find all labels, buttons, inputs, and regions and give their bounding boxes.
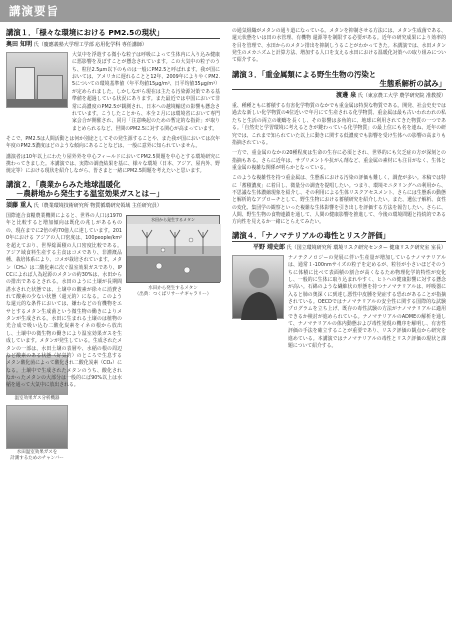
lecture-2-title bbox=[6, 180, 220, 201]
lecture-3-paragraph: 一方で、重金属のなかの20種程度は生命の生存に必須とされ、世界的にも欠乏症の方が深刻との指摘もある。さらに近年は、サプリメントや抗がん剤など、重金属の素材にも注目がなく、生体と重金属の複雑な関係が明らかとなっている。 bbox=[232, 150, 446, 171]
lecture-2-paragraph: 国際連合食糧農業機関によると、世界の人口は1970年と比較すると増加傾向は既化の兆しがあるものの、現在までに2倍の約70億人に達しています。2010年における アジアの人口密度は、100people/km²を超えており、世界総面積の人口密度比較である。アジア域食料生産する主食はコメであり、非灌漑品種、栽培体系により、コメが栽培されています。メタン（CH₄）は二酸化素に次ぐ温室効果ガスであり、IPCCによれば人為起源のメタンの約30%は、水田からの排出であるとされる。水田のように土壌が長期間湛水された状態では、土壌中の酸素が徐々に消費されて酸素の少ない状態（還元的）になる。このような還元的な条件においては、嫌わなどの有機物をエサとするメタン生成菌という微生物の働きによりメタンが生成される。水田に生まれる土壌のは植物の光合成で吸い込む二酸化炭素をイネの根から放出し、土壌中の微生物の働きにより温室効果ガスを生成しています。メタンが発生している。生成されたメタンの一部は、水田土壌の表層や、水稲の根の周辺など酸素のある状態（好気的）のところで生息するメタン酸化菌によって酸化され二酸化炭素（CO₂）になる。土壌中で生成されたメタンのうち、酸化されなかったメタンの大部分は一般的にば90%以上は水稲を通って大気中に放出される。 bbox=[6, 213, 122, 389]
lecture-4 bbox=[232, 231, 446, 354]
lecture-3-title bbox=[232, 70, 446, 91]
lecture-2-paragraph-flow bbox=[72, 355, 220, 475]
section-title: 講演要旨 bbox=[9, 4, 59, 18]
lecture-1-speaker bbox=[6, 41, 220, 49]
lecture-1-speaker-affiliation: 氏（慶應義塾大学理工学部 応用化学科 専任講師） bbox=[33, 42, 147, 49]
lecture-2-speaker-affiliation: 氏（農業環境技術研究所 物質循環研究領域 主任研究員） bbox=[33, 203, 162, 210]
lecture-3-speaker bbox=[232, 92, 446, 100]
lecture-4-speaker bbox=[232, 244, 446, 252]
lecture-1-speaker-name: 奥田 知明 bbox=[6, 41, 33, 49]
lecture-2-speaker bbox=[6, 202, 220, 210]
lecture-4-speaker-name: 平野 靖史郎 bbox=[252, 244, 286, 252]
lecture-3-paragraph: 重、種種ともに蓄積する有害化学物質のなかでも重金属は特異な物質である。開発、社会史史では過去な新しい化学物質の4位近いで年月にて生産される化学物質、重金属は最も古いわれわれの私たちと生活の両立の範疇を長くし、その影響は多角的に、地球に利用されてきた物質の一つである。「自然史と学習環境に考えるときが鍵わっている化学物質」の最上位にも名を連ね、近年の研究では、これまで知られていた以上に動きに関する低濃度でも影響を受け生体への影響の高まりも指摘されている。 bbox=[232, 103, 446, 146]
lecture-1-paragraph: そこで、PM2.5は人間活動とは何か別途としてその発生源することや、また我が国においては次年年度のPM2.5濃度はどのような傾向にあることなどは、一般に意外に知られていません。 bbox=[6, 136, 220, 150]
lecture-1 bbox=[6, 28, 220, 176]
chamber-caption: 水田温室効果ガスを 計測するためのチャンバー bbox=[10, 450, 64, 462]
chamber-photo bbox=[6, 405, 68, 449]
lecture-3-paragraph: このような複雑性を持つ重金属は、生態系における汚染の評価も難しく、調査が多い。本稿では特に「蓄積濃度」に着目し、微量分の調査を提唱したい。つまり、環境モニタリングへの利用から、不思議な生体濃縮現象を紹介し、その利用による生体リスクアセスメント、さらには生態系の動態と解析的なアプローチとして、野生生物における蓄積研究を紹介したい。また、遺伝子解析、食性の変化、集団学の観察といった複雑な生体影響を引き出しを評価する方法を報告したい。さらに、人間、野生生物の食物連鎖を通して、人間の健康影響を推進して、今後の環境問題と持続的である方向性を見えるか一緒にとらえてみたい。 bbox=[232, 175, 446, 226]
methane-figure-header: 水田から発生するメタン bbox=[127, 216, 219, 224]
lecture-3-title-sub: 生態系解析の試み」 bbox=[379, 79, 446, 89]
lecture-1-title: 講演１．「様々な環境における PM2.5の現状」 bbox=[6, 28, 220, 39]
lecture-4-paragraph: ナノテクノロジーの発展に伴い生産量が増加しているナノマテリアルは、通常１-100nmサイズの粒子を定めるが、粒径が小さいほどそのうちに体積に比べて表面積の割合が高くなるため物理化学的特性が変化し、一般的に生体に取り込まれやすく、ヒトへの健康影響に対する懸念が高い。石綿のような繊維状の形態を持つナノマテリアルは、呼吸器に入ると肺の奥深くに到達し悪性中皮腫を発症する恐れがあることが指摘されている。OECDではナノマテリアルの安全性に関する国際的な試験プログラムを立ち上げ、既存の毒性試験の方法がナノマテリアルに適用できるか検討が進められている。ナノマテリアルのADMEの解析を通して、ナノマテリアルの体内動態および毒性発現の機序を解明し、有害性評価の手法を確立することが重要であり、リスク評価の観点から研究を進めている。本講演ではナノマテリアルの毒性とリスク評価の現状と課題について紹介する。 bbox=[288, 254, 446, 350]
lecture-1-body bbox=[6, 52, 220, 136]
lecture-1-paragraph: 大気中を浮遊する微小な粒子は呼吸によって生体内に入り込み健康に悪影響を及ぼすことが懸念されています。この大気中の粒子のうち、粒径2.5μm以下のものは一般にPM2.5と呼ばれます。我が国においては、アメリカに遅れることと12年、2009年によりやくPM2.5についての環境基準値（年平均値15μg/m³、日平均値35μg/m³）が定められました。しかしながら現在は主たる汚染源対策である基準値を超過している状況にあります。また最近では中国において非常に高濃度のPM2.5が観測され、日本への越境輸送の影響も懸念されています。こうしたことから、本全２月には環境省において専門家会合が開催され、同月「注意喚起のための暫定的な指針」が取りまとめられるなど、世間のPM2.5に対する関心が高まっています。 bbox=[72, 52, 220, 132]
lecture-2-continued-paragraph: の通気組織がメタンの通り道になっている。メタンを抑制させる方法には、メタン生成菌である、還元状態をいは田の水管理、有機物 還源等を制限する必要がある。近年の研究成果により効率的を目を管理で、水田からのメタン排出を抑制しうることがわかってきた。本講演では、水田メタン発生のメカニズムと計算方法、増加する人口を支える水田における温暖化対策への取り組みについて紹介する。 bbox=[232, 28, 446, 64]
lecture-2-title-sub: －農耕地から発生する温室効果ガスとは－」 bbox=[16, 189, 164, 199]
lecture-3-title-main: 講演３．「重金属類による野生生物の汚染と bbox=[232, 69, 377, 79]
methane-diagram bbox=[127, 224, 221, 282]
lecture-4-speaker-affiliation: 氏（国立環境研究所 環境リスク研究センター 健康リスク研究室 室長） bbox=[286, 245, 446, 252]
portrait-silhouette-icon bbox=[233, 256, 285, 320]
lecture-3 bbox=[232, 70, 446, 227]
methane-figure bbox=[126, 215, 220, 283]
gas-analyzer-caption: 温室効果ガス分析機器 bbox=[14, 396, 60, 402]
lecture-2-speaker-name: 須藤 重人 bbox=[6, 202, 33, 210]
lecture-3-speaker-name: 渡邊 泉 bbox=[336, 92, 357, 100]
left-column bbox=[6, 28, 220, 634]
researcher-photo bbox=[232, 255, 284, 319]
building-photo bbox=[6, 52, 68, 108]
lecture-3-speaker-affiliation: 氏（東京農工大学 農学研究院 准教授） bbox=[357, 93, 446, 100]
header-bar bbox=[0, 0, 452, 22]
methane-figure-caption: 水田から発生するメタン （出典：つくばリサーチギャラリー） bbox=[134, 286, 212, 298]
lecture-2-body bbox=[6, 213, 220, 478]
lecture-2 bbox=[6, 180, 220, 478]
lecture-1-paragraph: 講演者は10年以上にわたり屋外外を中心フィールドにおいてPM2.5問題を中心とする環境研究に携わってきました。本講演では、実際の調査結果を基に、様々な環境（日本、アジア、屋内外、野焼定等）における現状を紹介しながら、皆さまと一緒にPM2.5問題を考えたいと思います。 bbox=[6, 153, 220, 175]
lecture-4-title: 講演４．「ナノマテリアルの毒性とリスク評価」 bbox=[232, 231, 446, 242]
lecture-2-title-main: 講演２．「農業からみた地球温暖化 bbox=[6, 179, 121, 189]
lecture-4-body bbox=[232, 255, 446, 354]
right-column bbox=[232, 28, 446, 634]
